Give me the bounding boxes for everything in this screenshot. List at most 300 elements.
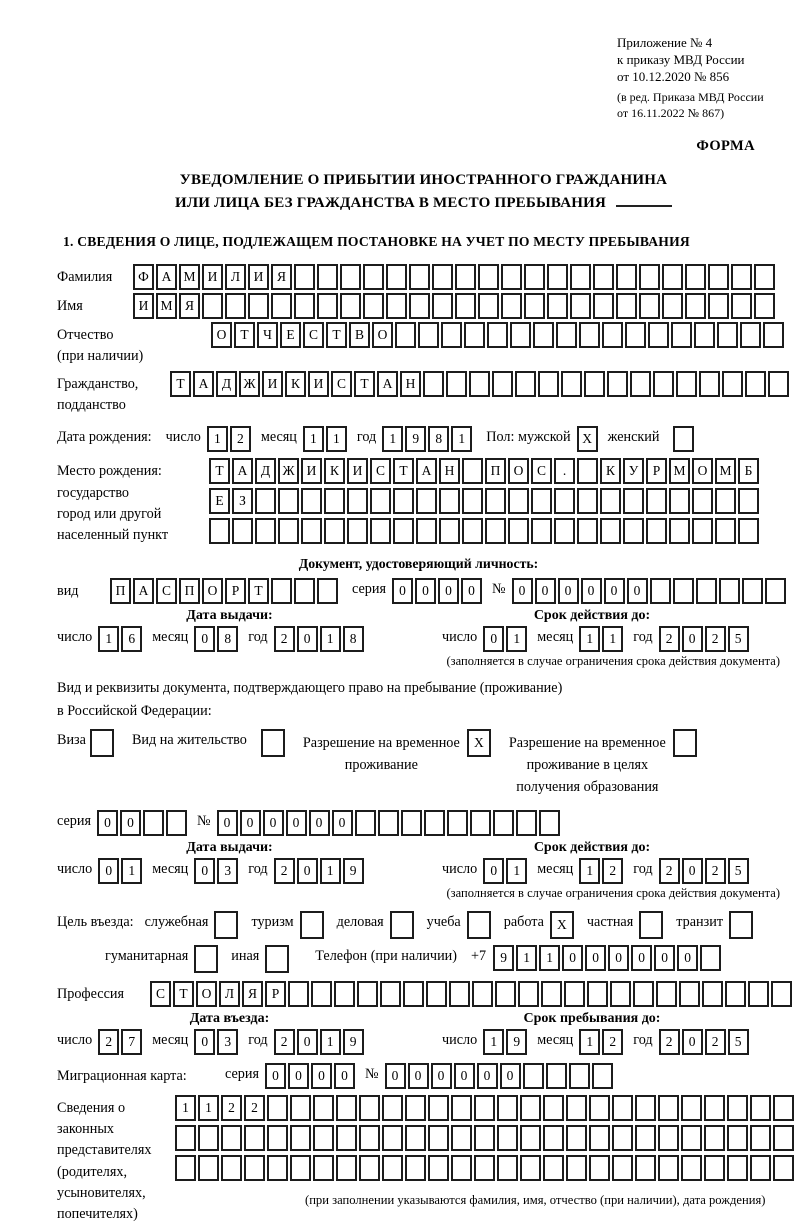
char-cell xyxy=(508,488,529,514)
char-cell xyxy=(451,1125,472,1151)
char-cell: Р xyxy=(646,458,667,484)
char-cell: А xyxy=(156,264,177,290)
sex-female-label: женский xyxy=(607,429,660,446)
entry-date-heading: Дата въезда: xyxy=(189,1010,270,1026)
birth-place-row3 xyxy=(209,518,761,544)
char-cell xyxy=(616,293,637,319)
char-cell: Я xyxy=(242,981,263,1007)
residence-expiry-date: число 0 1 месяц 1 2 год 2 0 2 5 xyxy=(442,858,751,884)
char-cell: 9 xyxy=(343,858,364,884)
char-cell: 0 xyxy=(297,858,318,884)
char-cell xyxy=(738,488,759,514)
char-cell xyxy=(290,1125,311,1151)
identity-dates-row xyxy=(57,626,790,652)
char-cell xyxy=(428,1155,449,1181)
char-cell xyxy=(90,729,114,757)
char-cell: С xyxy=(150,981,171,1007)
char-cell xyxy=(474,1155,495,1181)
purpose-work-checkbox xyxy=(550,911,576,939)
char-cell: 0 xyxy=(98,858,119,884)
char-cell xyxy=(424,810,445,836)
section1-heading: 1. СВЕДЕНИЯ О ЛИЦЕ, ПОДЛЕЖАЩЕМ ПОСТАНОВКЕ НА УЧЕТ ПО МЕСТУ ПРЕБЫВАНИЯ xyxy=(63,234,690,250)
char-cell xyxy=(650,578,671,604)
char-cell xyxy=(166,810,187,836)
char-cell: А xyxy=(133,578,154,604)
char-cell xyxy=(564,981,585,1007)
char-cell xyxy=(546,1063,567,1089)
char-cell xyxy=(516,810,537,836)
char-cell: Л xyxy=(219,981,240,1007)
purpose-study-label: учеба xyxy=(426,913,461,930)
char-cell xyxy=(510,322,531,348)
char-cell: 3 xyxy=(217,858,238,884)
purpose-tourism-label: туризм xyxy=(251,913,294,930)
char-cell xyxy=(518,981,539,1007)
char-cell xyxy=(405,1125,426,1151)
char-cell xyxy=(577,518,598,544)
residence-options-row xyxy=(57,729,790,798)
char-cell: 1 xyxy=(579,626,600,652)
char-cell xyxy=(653,371,674,397)
char-cell: Т xyxy=(173,981,194,1007)
residence-doc-note: (заполняется в случае ограничения срока действия документа) xyxy=(446,885,780,900)
char-cell xyxy=(382,1095,403,1121)
char-cell xyxy=(403,981,424,1007)
citizenship-row xyxy=(57,371,790,417)
identity-dates-headings xyxy=(57,608,790,624)
char-cell xyxy=(464,322,485,348)
residence-number-boxes xyxy=(217,810,562,836)
char-cell: Ч xyxy=(257,322,278,348)
char-cell xyxy=(313,1125,334,1151)
char-cell xyxy=(221,1125,242,1151)
char-cell: 5 xyxy=(728,858,749,884)
char-cell xyxy=(543,1125,564,1151)
char-cell xyxy=(439,518,460,544)
char-cell xyxy=(570,264,591,290)
char-cell: П xyxy=(110,578,131,604)
issue-date-heading: Дата выдачи: xyxy=(186,608,273,624)
char-cell: 2 xyxy=(705,626,726,652)
char-cell: В xyxy=(349,322,370,348)
char-cell xyxy=(694,322,715,348)
char-cell xyxy=(317,264,338,290)
char-cell xyxy=(432,293,453,319)
char-cell xyxy=(175,1125,196,1151)
char-cell xyxy=(395,322,416,348)
char-cell: Т xyxy=(248,578,269,604)
char-cell xyxy=(390,911,414,939)
purpose-humanitarian-label: гуманитарная xyxy=(105,947,189,964)
char-cell: 0 xyxy=(415,578,436,604)
doc-number-label: № xyxy=(491,581,506,598)
char-cell xyxy=(301,518,322,544)
migration-series-label: серия xyxy=(225,1065,259,1082)
doc-kind-boxes xyxy=(110,578,340,604)
char-cell xyxy=(300,911,324,939)
char-cell: 0 xyxy=(454,1063,475,1089)
purpose-study-checkbox xyxy=(467,911,493,939)
sex-label: Пол: мужской xyxy=(486,429,571,446)
temp-residence-label: Разрешение на временное проживание xyxy=(302,734,460,773)
visa-label: Виза xyxy=(57,731,86,748)
appendix-line: Приложение № 4 xyxy=(617,35,713,50)
char-cell: 2 xyxy=(659,626,680,652)
char-cell xyxy=(423,371,444,397)
char-cell: И xyxy=(133,293,154,319)
stay-until-date: число 1 9 месяц 1 2 год 2 0 2 5 xyxy=(442,1029,751,1055)
char-cell xyxy=(524,293,545,319)
char-cell: Т xyxy=(170,371,191,397)
birth-day-boxes xyxy=(207,426,253,452)
char-cell: 0 xyxy=(332,810,353,836)
char-cell: У xyxy=(623,458,644,484)
char-cell xyxy=(455,293,476,319)
char-cell xyxy=(202,293,223,319)
char-cell xyxy=(313,1155,334,1181)
residence-dates-headings xyxy=(57,840,790,856)
char-cell: 0 xyxy=(682,1029,703,1055)
purpose-business-checkbox xyxy=(390,911,416,939)
char-cell: 0 xyxy=(677,945,698,971)
birth-place-row1 xyxy=(209,458,761,484)
char-cell xyxy=(771,981,792,1007)
char-cell: 1 xyxy=(98,626,119,652)
char-cell xyxy=(685,264,706,290)
month-label: месяц xyxy=(260,429,297,446)
appendix-reference xyxy=(617,34,800,85)
char-cell xyxy=(474,1095,495,1121)
char-cell xyxy=(370,518,391,544)
char-cell xyxy=(681,1125,702,1151)
doc-series-boxes xyxy=(392,578,484,604)
char-cell: 0 xyxy=(500,1063,521,1089)
char-cell xyxy=(495,981,516,1007)
char-cell: М xyxy=(669,458,690,484)
char-cell xyxy=(673,578,694,604)
phone-prefix: +7 xyxy=(470,947,487,964)
profession-boxes xyxy=(150,981,794,1007)
char-cell: С xyxy=(331,371,352,397)
representatives-label: Сведения о законных представителях (родителях, усыновителях, попечителях) xyxy=(57,1099,152,1223)
birth-place-grid xyxy=(209,458,761,548)
char-cell: 1 xyxy=(198,1095,219,1121)
char-cell: Ф xyxy=(133,264,154,290)
char-cell xyxy=(485,518,506,544)
char-cell xyxy=(692,488,713,514)
char-cell xyxy=(673,729,697,757)
doc-kind-label: вид xyxy=(57,583,79,600)
char-cell xyxy=(612,1095,633,1121)
char-cell: 3 xyxy=(217,1029,238,1055)
representatives-row1 xyxy=(175,1095,796,1121)
char-cell: 0 xyxy=(194,1029,215,1055)
char-cell xyxy=(294,264,315,290)
char-cell: 5 xyxy=(728,626,749,652)
char-cell xyxy=(248,293,269,319)
page-title xyxy=(57,169,790,214)
char-cell: X xyxy=(550,911,574,939)
char-cell xyxy=(405,1095,426,1121)
char-cell xyxy=(570,293,591,319)
char-cell xyxy=(662,264,683,290)
char-cell xyxy=(225,293,246,319)
char-cell: 1 xyxy=(579,858,600,884)
purpose-tourism-checkbox xyxy=(300,911,326,939)
char-cell xyxy=(648,322,669,348)
day-label: число xyxy=(165,429,201,446)
char-cell xyxy=(681,1155,702,1181)
char-cell xyxy=(267,1155,288,1181)
char-cell xyxy=(267,1095,288,1121)
residence-issue-month xyxy=(194,858,240,884)
char-cell: С xyxy=(370,458,391,484)
char-cell xyxy=(671,322,692,348)
char-cell: И xyxy=(301,458,322,484)
char-cell: Ж xyxy=(278,458,299,484)
char-cell xyxy=(439,488,460,514)
char-cell xyxy=(610,981,631,1007)
char-cell: 1 xyxy=(382,426,403,452)
char-cell xyxy=(579,322,600,348)
purpose-private-checkbox xyxy=(639,911,665,939)
char-cell: 9 xyxy=(493,945,514,971)
amendment-reference xyxy=(617,90,800,122)
char-cell: 2 xyxy=(602,1029,623,1055)
char-cell: 8 xyxy=(428,426,449,452)
given-name-boxes xyxy=(133,293,777,319)
char-cell xyxy=(194,945,218,973)
char-cell xyxy=(731,264,752,290)
char-cell xyxy=(750,1125,771,1151)
char-cell xyxy=(446,371,467,397)
char-cell xyxy=(715,518,736,544)
char-cell: 0 xyxy=(627,578,648,604)
char-cell: Т xyxy=(393,458,414,484)
char-cell: 1 xyxy=(320,626,341,652)
char-cell xyxy=(232,518,253,544)
char-cell: Л xyxy=(225,264,246,290)
char-cell xyxy=(669,518,690,544)
birth-month-boxes xyxy=(303,426,349,452)
visa-checkbox xyxy=(90,729,116,757)
char-cell xyxy=(584,371,605,397)
char-cell xyxy=(336,1155,357,1181)
char-cell: 1 xyxy=(451,426,472,452)
char-cell xyxy=(592,1063,613,1089)
migration-series-boxes xyxy=(265,1063,357,1089)
char-cell xyxy=(566,1095,587,1121)
char-cell xyxy=(699,371,720,397)
temp-residence-checkbox xyxy=(467,729,493,757)
char-cell xyxy=(311,981,332,1007)
char-cell: 1 xyxy=(506,626,527,652)
char-cell: Ж xyxy=(239,371,260,397)
char-cell: 2 xyxy=(274,1029,295,1055)
char-cell xyxy=(294,578,315,604)
surname-row xyxy=(57,264,790,290)
char-cell xyxy=(566,1155,587,1181)
char-cell xyxy=(763,322,784,348)
char-cell xyxy=(409,293,430,319)
char-cell: 0 xyxy=(461,578,482,604)
char-cell xyxy=(451,1155,472,1181)
char-cell: И xyxy=(248,264,269,290)
char-cell xyxy=(347,518,368,544)
char-cell xyxy=(313,1095,334,1121)
char-cell xyxy=(750,1155,771,1181)
char-cell xyxy=(401,810,422,836)
char-cell xyxy=(646,518,667,544)
char-cell: 0 xyxy=(483,626,504,652)
char-cell: 0 xyxy=(562,945,583,971)
surname-boxes xyxy=(133,264,777,290)
char-cell: 1 xyxy=(320,858,341,884)
surname-label: Фамилия xyxy=(57,269,113,286)
char-cell xyxy=(639,293,660,319)
char-cell: 8 xyxy=(343,626,364,652)
char-cell: 0 xyxy=(535,578,556,604)
char-cell xyxy=(340,264,361,290)
char-cell xyxy=(175,1155,196,1181)
birth-year-boxes xyxy=(382,426,474,452)
char-cell xyxy=(593,293,614,319)
char-cell xyxy=(474,1125,495,1151)
char-cell xyxy=(681,1095,702,1121)
char-cell xyxy=(589,1155,610,1181)
char-cell: Д xyxy=(216,371,237,397)
char-cell: 7 xyxy=(121,1029,142,1055)
char-cell: 1 xyxy=(506,858,527,884)
char-cell xyxy=(773,1125,794,1151)
patronymic-label: Отчество (при наличии) xyxy=(57,327,144,365)
residence-expiry-month xyxy=(579,858,625,884)
char-cell: 0 xyxy=(581,578,602,604)
char-cell xyxy=(393,518,414,544)
char-cell: 0 xyxy=(240,810,261,836)
phone-boxes xyxy=(493,945,723,971)
char-cell xyxy=(455,264,476,290)
patronymic-boxes xyxy=(211,322,786,348)
char-cell xyxy=(347,488,368,514)
char-cell: И xyxy=(308,371,329,397)
char-cell xyxy=(386,264,407,290)
char-cell xyxy=(541,981,562,1007)
char-cell: 0 xyxy=(585,945,606,971)
residence-expiry-heading: Срок действия до: xyxy=(533,839,651,855)
expiry-month-boxes xyxy=(579,626,625,652)
char-cell xyxy=(209,518,230,544)
char-cell: 0 xyxy=(408,1063,429,1089)
char-cell xyxy=(520,1155,541,1181)
char-cell: П xyxy=(485,458,506,484)
char-cell xyxy=(692,518,713,544)
residence-expiry-day xyxy=(483,858,529,884)
char-cell: 0 xyxy=(385,1063,406,1089)
char-cell xyxy=(409,264,430,290)
char-cell: 0 xyxy=(311,1063,332,1089)
char-cell xyxy=(600,488,621,514)
char-cell xyxy=(426,981,447,1007)
char-cell xyxy=(639,264,660,290)
char-cell xyxy=(317,578,338,604)
representatives-block xyxy=(57,1095,790,1226)
char-cell xyxy=(355,810,376,836)
char-cell xyxy=(704,1125,725,1151)
char-cell xyxy=(616,264,637,290)
residence-permit-checkbox xyxy=(261,729,287,757)
purpose-row-2 xyxy=(57,945,790,973)
char-cell xyxy=(359,1125,380,1151)
migration-card-row xyxy=(57,1063,790,1089)
char-cell: 0 xyxy=(263,810,284,836)
entry-dates-headings xyxy=(57,1011,790,1027)
char-cell xyxy=(294,293,315,319)
char-cell xyxy=(451,1095,472,1121)
char-cell xyxy=(773,1155,794,1181)
char-cell: Р xyxy=(225,578,246,604)
char-cell xyxy=(271,293,292,319)
char-cell: О xyxy=(211,322,232,348)
char-cell: Д xyxy=(255,458,276,484)
char-cell xyxy=(290,1155,311,1181)
char-cell xyxy=(547,264,568,290)
char-cell xyxy=(612,1155,633,1181)
char-cell xyxy=(554,518,575,544)
char-cell: 1 xyxy=(602,626,623,652)
doc-number-boxes xyxy=(512,578,788,604)
char-cell xyxy=(740,322,761,348)
char-cell: М xyxy=(179,264,200,290)
char-cell xyxy=(497,1155,518,1181)
char-cell xyxy=(523,1063,544,1089)
char-cell: Е xyxy=(209,488,230,514)
residence-series-label: серия xyxy=(57,812,91,829)
char-cell: Р xyxy=(265,981,286,1007)
title-line-2: ИЛИ ЛИЦА БЕЗ ГРАЖДАНСТВА В МЕСТО ПРЕБЫВАНИЯ xyxy=(57,192,790,215)
char-cell xyxy=(214,911,238,939)
amendment-line: (в ред. Приказа МВД России xyxy=(617,90,764,105)
char-cell: 0 xyxy=(297,626,318,652)
char-cell xyxy=(708,293,729,319)
char-cell xyxy=(639,911,663,939)
char-cell: М xyxy=(715,458,736,484)
char-cell xyxy=(702,981,723,1007)
char-cell xyxy=(727,1095,748,1121)
char-cell xyxy=(717,322,738,348)
char-cell xyxy=(290,1095,311,1121)
char-cell xyxy=(370,488,391,514)
char-cell xyxy=(278,488,299,514)
char-cell xyxy=(673,426,694,452)
residence-intro: Вид и реквизиты документа, подтверждающего право на пребывание (проживание) в Российской Федерации: xyxy=(57,680,563,720)
char-cell xyxy=(696,578,717,604)
char-cell xyxy=(566,1125,587,1151)
char-cell: А xyxy=(193,371,214,397)
char-cell: 1 xyxy=(579,1029,600,1055)
char-cell: 8 xyxy=(217,626,238,652)
char-cell xyxy=(492,371,513,397)
char-cell: 0 xyxy=(288,1063,309,1089)
char-cell xyxy=(393,488,414,514)
char-cell: 0 xyxy=(217,810,238,836)
char-cell: М xyxy=(156,293,177,319)
char-cell: 0 xyxy=(438,578,459,604)
char-cell xyxy=(685,293,706,319)
char-cell xyxy=(773,1095,794,1121)
char-cell: 1 xyxy=(539,945,560,971)
char-cell xyxy=(493,810,514,836)
